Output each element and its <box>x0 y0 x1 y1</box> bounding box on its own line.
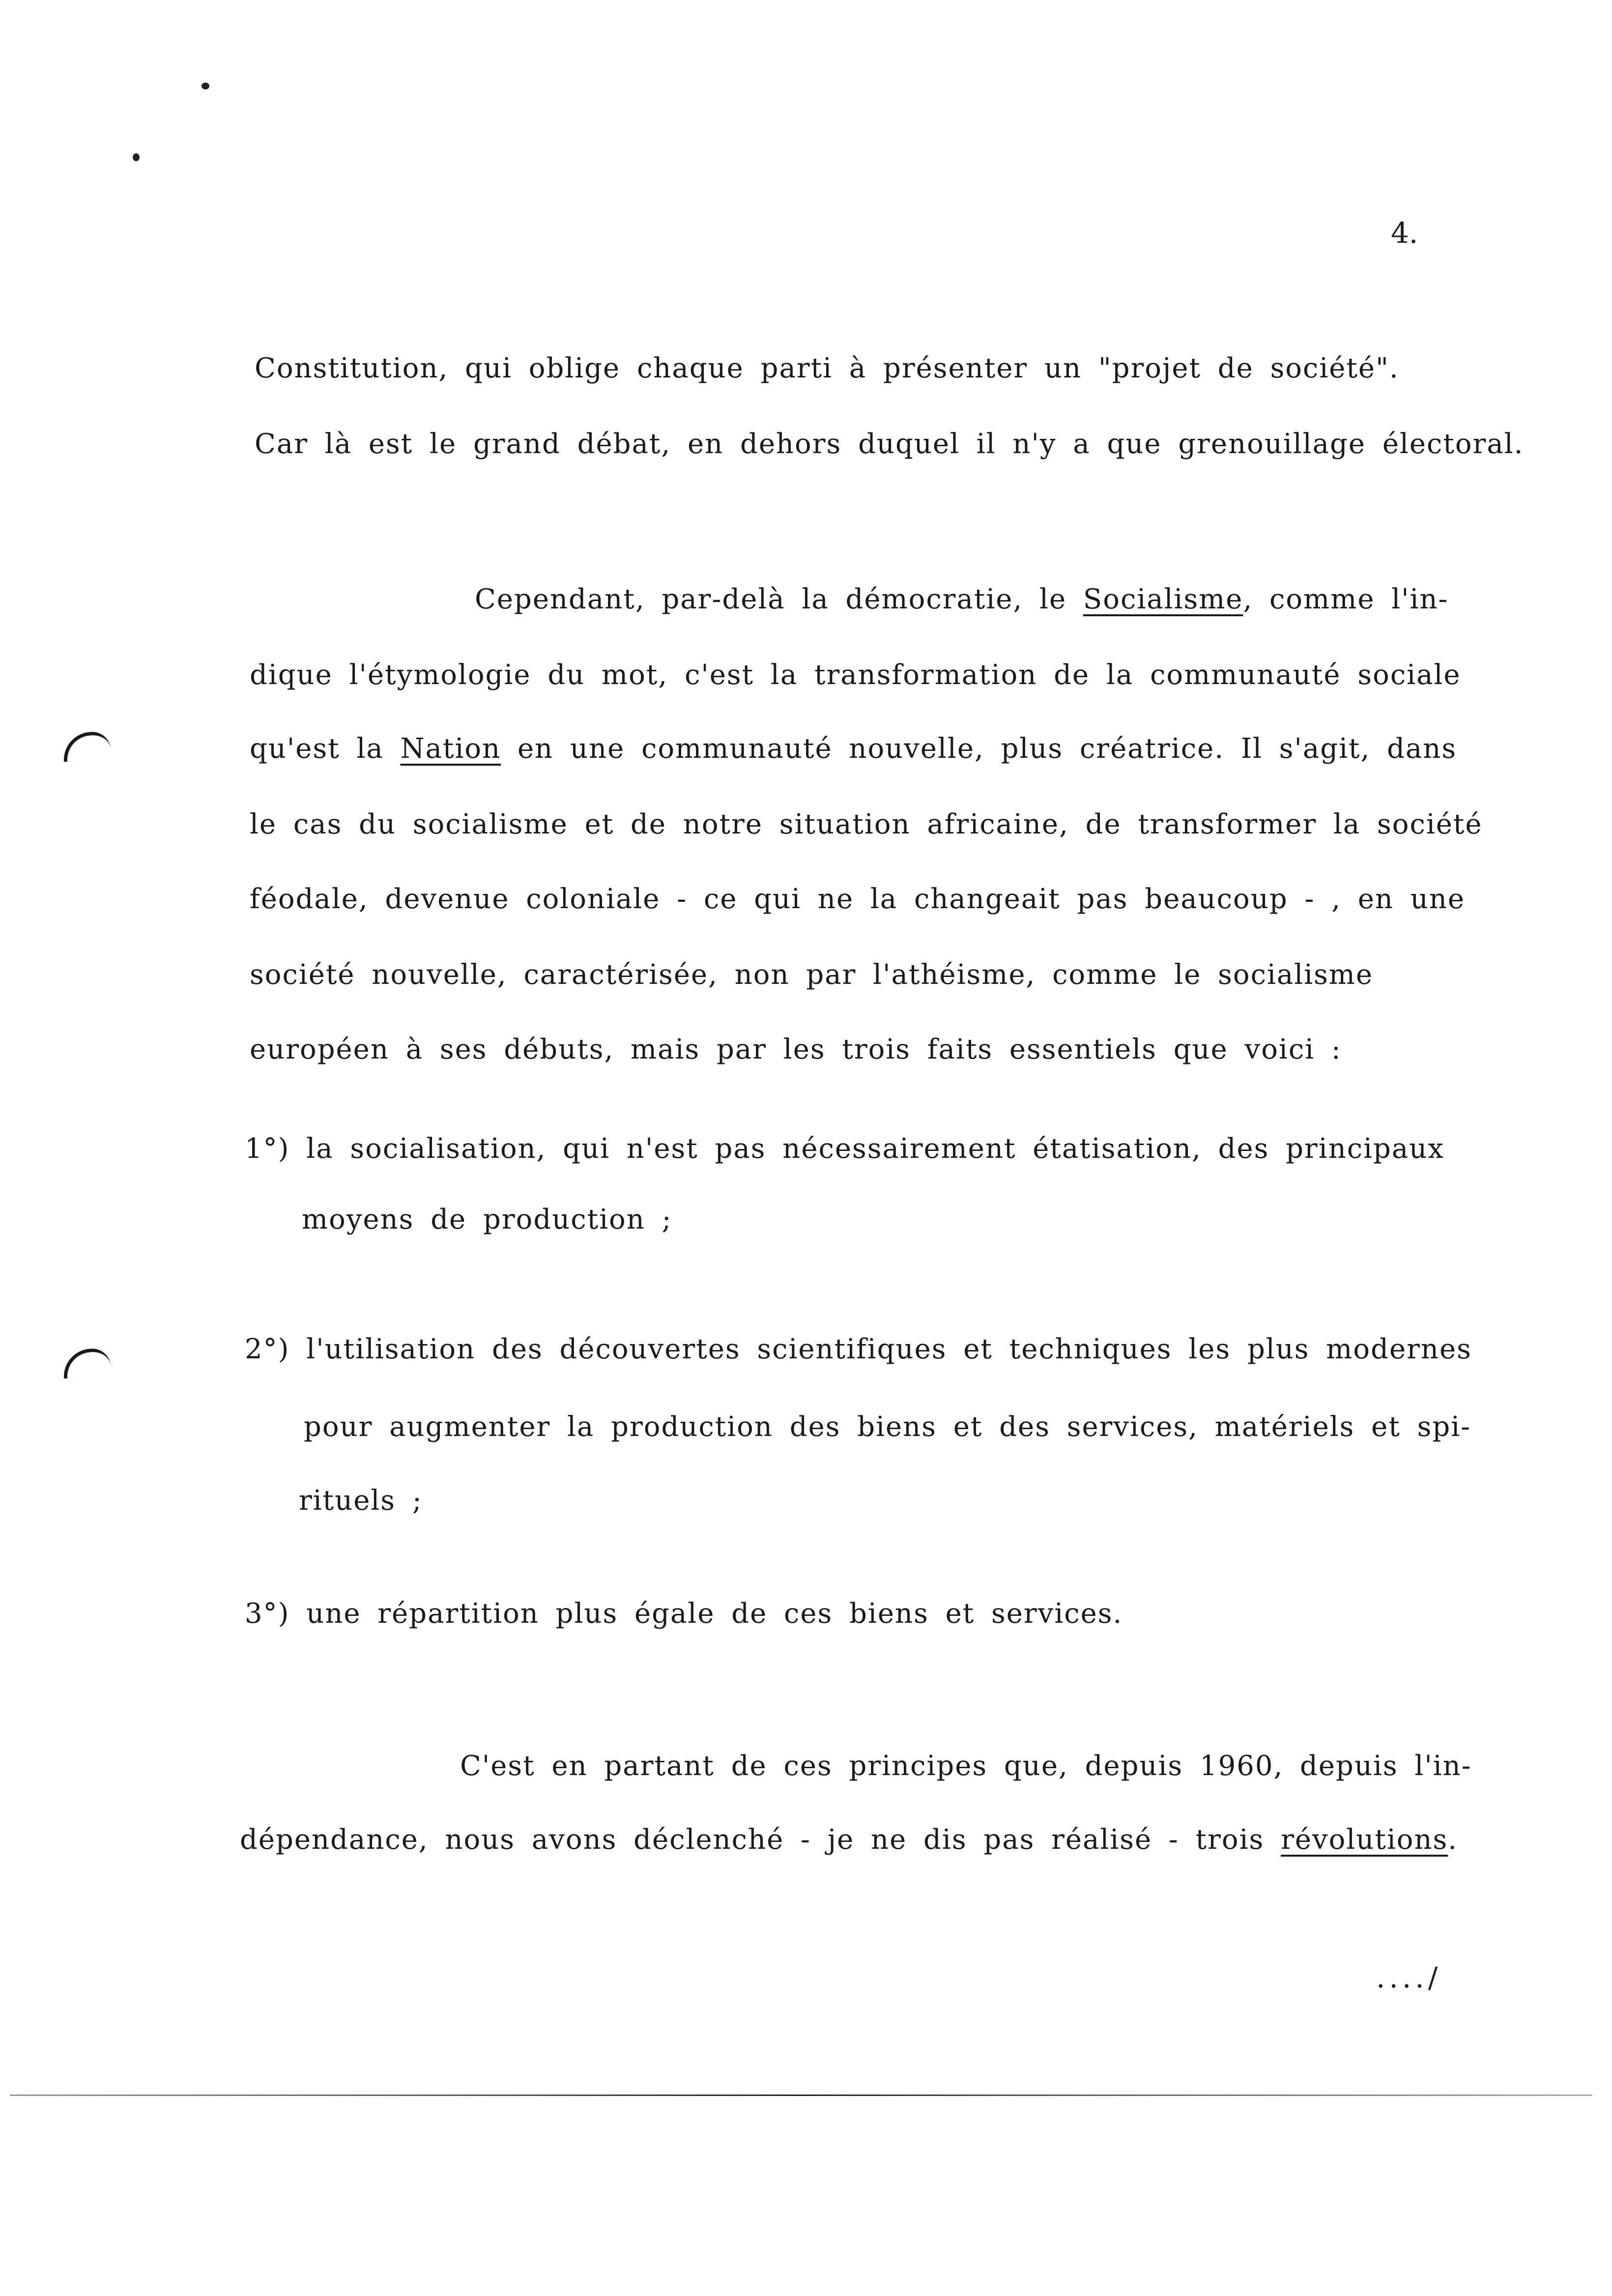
text-line: européen à ses débuts, mais par les trois faits essentiels que voici : <box>250 1033 1342 1065</box>
margin-mark <box>62 731 112 762</box>
text-segment: dépendance, nous avons déclenché - je ne dis pas réalisé - trois <box>240 1824 1281 1856</box>
text-segment: . <box>1448 1824 1458 1856</box>
list-item-line: 2°) l'utilisation des découvertes scientifiques et techniques les plus modernes <box>245 1333 1472 1365</box>
text-segment: , comme l'in- <box>1243 583 1449 615</box>
list-item-line: moyens de production ; <box>302 1204 672 1235</box>
text-segment: qu'est la <box>250 733 401 765</box>
text-line <box>250 735 1457 763</box>
scan-speck <box>202 83 209 89</box>
text-line: dique l'étymologie du mot, c'est la transformation de la communauté sociale <box>250 659 1461 691</box>
text-segment: Cependant, par-delà la démocratie, le <box>475 583 1083 615</box>
bottom-rule <box>10 2095 1592 2096</box>
list-item-line: rituels ; <box>299 1485 423 1517</box>
text-segment: en une communauté nouvelle, plus créatrice. Il s'agit, dans <box>501 733 1457 765</box>
scan-speck <box>133 153 140 161</box>
list-item-line: pour augmenter la production des biens et des services, matériels et spi- <box>304 1411 1471 1443</box>
underlined-word: Nation <box>400 733 501 765</box>
text-line: C'est en partant de ces principes que, depuis 1960, depuis l'in- <box>460 1750 1472 1782</box>
list-item-line: 1°) la socialisation, qui n'est pas nécessairement étatisation, des principaux <box>245 1133 1444 1165</box>
text-line: société nouvelle, caractérisée, non par l'athéisme, comme le socialisme <box>250 959 1374 991</box>
page-number: 4. <box>1391 216 1418 250</box>
continuation-mark: ..../ <box>1376 1961 1442 1994</box>
text-line: Constitution, qui oblige chaque parti à présenter un "projet de société". <box>255 352 1399 384</box>
list-item-line: 3°) une répartition plus égale de ces biens et services. <box>245 1598 1123 1630</box>
underlined-word: révolutions <box>1281 1824 1448 1856</box>
text-line: le cas du socialisme et de notre situation africaine, de transformer la société <box>250 808 1483 840</box>
text-line <box>475 583 1449 615</box>
underlined-word: Socialisme <box>1083 583 1243 615</box>
text-line: féodale, devenue coloniale - ce qui ne la changeait pas beaucoup - , en une <box>250 883 1466 915</box>
margin-mark <box>62 1348 112 1379</box>
text-line <box>240 1826 1458 1854</box>
text-line: Car là est le grand débat, en dehors duquel il n'y a que grenouillage électoral. <box>255 428 1524 460</box>
